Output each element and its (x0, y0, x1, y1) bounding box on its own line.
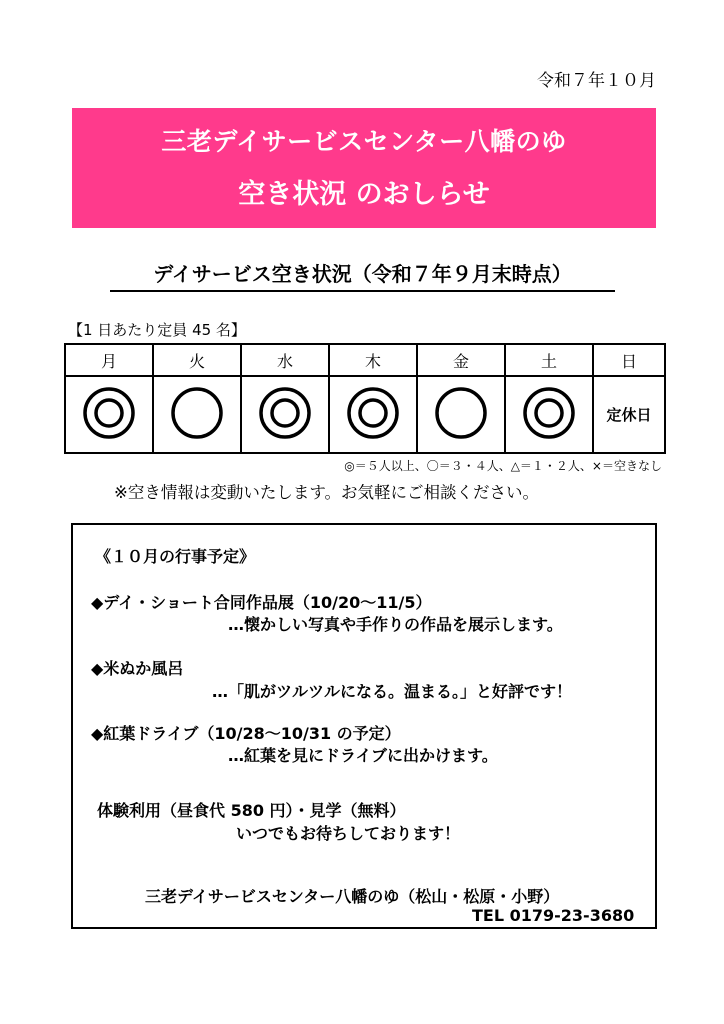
status-thu (329, 376, 417, 453)
footer-facility: 三老デイサービスセンター八幡のゆ（松山・松原・小野） (145, 887, 560, 906)
double-circle-icon (345, 385, 401, 441)
legend-text: ◎＝５人以上、〇＝３・４人、△＝１・２人、×＝空きなし (344, 459, 662, 473)
day-header-row (65, 344, 665, 376)
double-circle-icon (81, 385, 137, 441)
event-detail: …懐かしい写真や手作りの作品を展示します。 (228, 615, 563, 634)
status-sat (505, 376, 593, 453)
day-sun: 日 (593, 344, 665, 376)
capacity-label: 【1 日あたり定員 45 名】 (68, 321, 246, 339)
event-title: ◆デイ・ショート合同作品展（10/20～11/5） (91, 593, 432, 612)
status-mon (65, 376, 153, 453)
circle-icon (433, 385, 489, 441)
day-sat: 土 (505, 344, 593, 376)
event-title: ◆紅葉ドライブ（10/28～10/31 の予定） (91, 724, 401, 743)
availability-heading: デイサービス空き状況（令和７年９月末時点） (110, 258, 615, 292)
issue-date: 令和７年１０月 (537, 71, 656, 91)
closed-label: 定休日 (606, 406, 652, 424)
day-fri: 金 (417, 344, 505, 376)
events-box (71, 523, 657, 929)
day-tue: 火 (153, 344, 241, 376)
day-wed: 水 (241, 344, 329, 376)
banner-title: 空き状況 のおしらせ (238, 179, 490, 210)
availability-note: ※空き情報は変動いたします。お気軽にご相談ください。 (114, 483, 540, 502)
event-detail: …「肌がツルツルになる。温まる。」と好評です！ (212, 682, 573, 701)
double-circle-icon (257, 385, 313, 441)
availability-table (64, 343, 666, 454)
double-circle-icon (521, 385, 577, 441)
title-banner (72, 108, 656, 228)
trial-detail: いつでもお待ちしております！ (236, 824, 461, 843)
trial-info: 体験利用（昼食代 580 円）・見学（無料） (97, 801, 406, 820)
day-thu: 木 (329, 344, 417, 376)
circle-icon (169, 385, 225, 441)
day-mon: 月 (65, 344, 153, 376)
status-row (65, 376, 665, 453)
status-wed (241, 376, 329, 453)
event-title: ◆米ぬか風呂 (91, 659, 184, 678)
status-fri (417, 376, 505, 453)
facility-name: 三老デイサービスセンター八幡のゆ (161, 127, 567, 156)
event-detail: …紅葉を見にドライブに出かけます。 (228, 746, 498, 765)
status-sun (593, 376, 665, 453)
events-heading: 《１０月の行事予定》 (95, 547, 256, 566)
footer-phone: TEL 0179-23-3680 (472, 906, 635, 925)
status-tue (153, 376, 241, 453)
